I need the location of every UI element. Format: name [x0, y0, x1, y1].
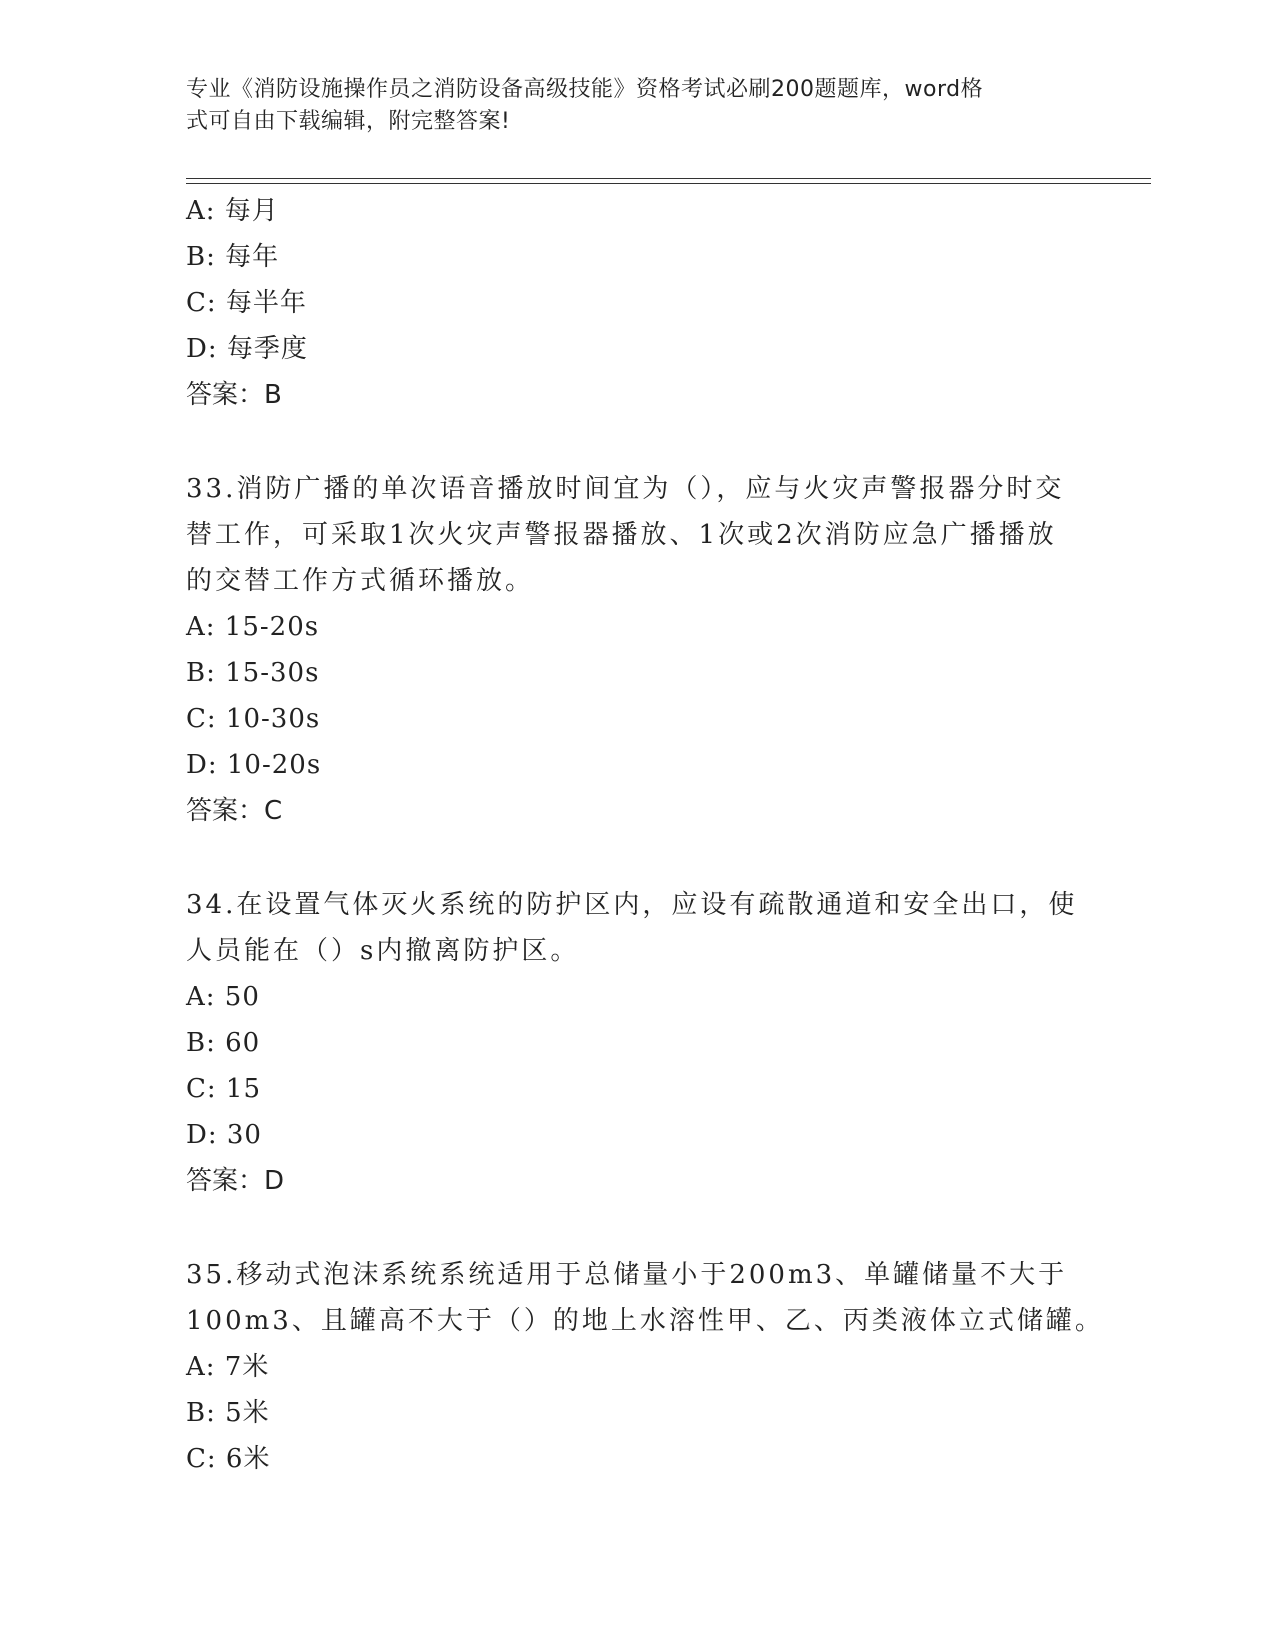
spacer	[186, 1204, 1086, 1252]
stem-line: 33.消防广播的单次语音播放时间宜为（），应与火灾声警报器分时交	[186, 474, 1065, 504]
question-33	[186, 466, 1086, 834]
document-header	[186, 74, 1066, 138]
stem-line: 人员能在（）s内撤离防护区。	[186, 936, 580, 966]
answer-line: 答案：C	[186, 796, 283, 826]
option-a: A: 每月	[186, 196, 279, 226]
question-34	[186, 882, 1086, 1204]
question-32-tail	[186, 188, 1086, 418]
option-b: B: 每年	[186, 242, 280, 272]
stem-line: 35.移动式泡沫系统系统适用于总储量小于200m3、单罐储量不大于	[186, 1260, 1068, 1290]
answer-line: 答案：B	[186, 380, 282, 410]
question-stem	[186, 466, 1086, 604]
header-divider-bottom	[186, 183, 1151, 184]
option-b: B: 60	[186, 1028, 261, 1058]
stem-line: 的交替工作方式循环播放。	[186, 566, 535, 596]
option-c: C: 6米	[186, 1444, 271, 1474]
stem-line: 100m3、且罐高不大于（）的地上水溶性甲、乙、丙类液体立式储罐。	[186, 1306, 1104, 1336]
question-list	[186, 188, 1104, 1482]
header-line-1: 专业《消防设施操作员之消防设备高级技能》资格考试必刷200题题库，word格	[186, 77, 984, 102]
option-d: D: 30	[186, 1120, 262, 1150]
stem-line: 34.在设置气体灭火系统的防护区内，应设有疏散通道和安全出口，使	[186, 890, 1078, 920]
option-b: B: 15-30s	[186, 658, 320, 688]
header-line-2: 式可自由下载编辑，附完整答案!	[186, 109, 511, 134]
answer-line: 答案：D	[186, 1166, 285, 1196]
option-c: C: 每半年	[186, 288, 307, 318]
option-c: C: 15	[186, 1074, 262, 1104]
question-stem	[186, 882, 1086, 974]
option-a: A: 7米	[186, 1352, 270, 1382]
question-stem	[186, 1252, 1104, 1344]
spacer	[186, 834, 1086, 882]
option-a: A: 50	[186, 982, 260, 1012]
spacer	[186, 418, 1086, 466]
option-a: A: 15-20s	[186, 612, 320, 642]
option-d: D: 每季度	[186, 334, 308, 364]
question-35	[186, 1252, 1104, 1482]
option-c: C: 10-30s	[186, 704, 321, 734]
option-b: B: 5米	[186, 1398, 270, 1428]
option-d: D: 10-20s	[186, 750, 322, 780]
header-divider-top	[186, 178, 1151, 179]
stem-line: 替工作，可采取1次火灾声警报器播放、1次或2次消防应急广播播放	[186, 520, 1057, 550]
